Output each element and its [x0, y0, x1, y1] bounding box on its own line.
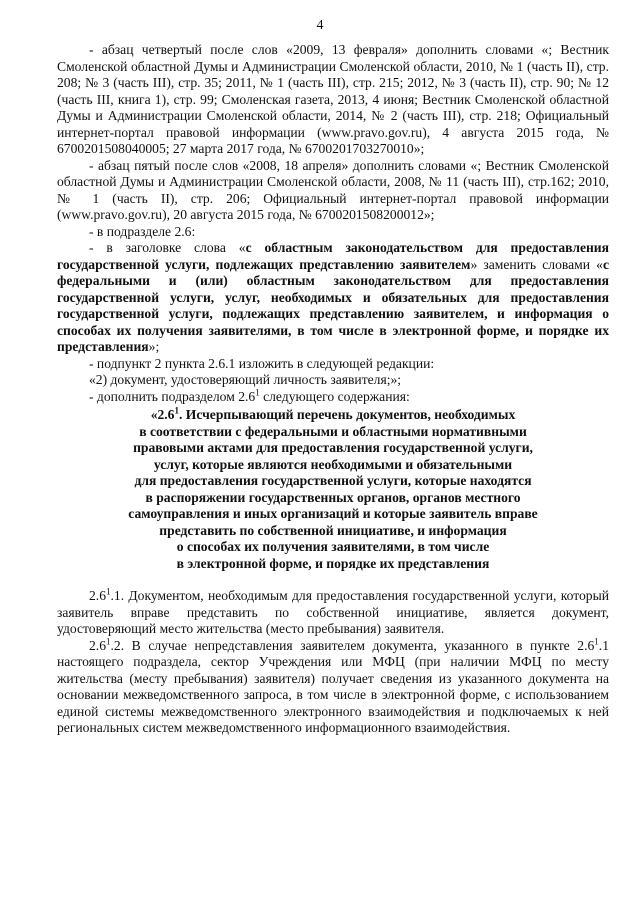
heading-line: самоуправления и иных организаций и которые заявитель вправе: [128, 506, 538, 521]
superscript: 1: [106, 586, 111, 597]
paragraph-subpoint-2: - подпункт 2 пункта 2.6.1 изложить в следующей редакции:: [89, 355, 435, 371]
superscript: 1: [594, 635, 599, 646]
paragraph-subsection-2-6: - в подразделе 2.6:: [89, 223, 196, 239]
heading-line: в соответствии с федеральными и областными нормативными: [139, 423, 527, 439]
paragraph-2-6-1-2: [57, 635, 609, 737]
heading-line: [57, 407, 609, 424]
heading-line: о способах их получения заявителями, в том числе: [176, 539, 490, 554]
superscript: 1: [174, 405, 179, 416]
spacer: [57, 572, 609, 588]
text-run: » заменить словами «: [470, 256, 603, 272]
old-heading-words: с областным законодательством для предоставления государственной услуги, подлежащих представлению заявителем: [57, 240, 609, 272]
text-run: . Исчерпывающий перечень документов, необходимых: [178, 407, 516, 422]
paragraph-amend-5: - абзац пятый после слов «2008, 18 апреля» дополнить словами «; Вестник Смоленской областной Думы и Администрации Смоленской области, 2008, № 11 (часть III), стр.162; 2010, № 1 (часть II), стр. 206; Официальный интернет-портал правовой информации (www.pravo.gov.ru), 20 августа 2015 года, № 6700201508200012»;: [57, 157, 609, 222]
paragraph-amend-4: - абзац четвертый после слов «2009, 13 февраля» дополнить словами «; Вестник Смоленской областной Думы и Администрации Смоленской области, 2010, № 1 (часть II), стр. 208; № 3 (часть III), стр. 35; 2011, № 1 (часть III), стр. 215; 2012, № 3 (часть II), стр. 90; № 12 (часть III, книга 1), стр. 99; Смоленская газета, 2013, 4 июня; Вестник Смоленской областной Думы и Администрации Смоленской области, 2014, № 2 (часть III), стр. 218; Официальный интернет-портал правовой информации (www.pravo.gov.ru), 4 августа 2015 года, № 6700201508040005; 27 марта 2017 года, № 6700201703270010»;: [57, 42, 609, 156]
paragraph-heading-change: [57, 240, 609, 356]
superscript: 1: [255, 386, 260, 397]
heading-line: услуг, которые являются необходимыми и обязательными: [153, 456, 513, 472]
page-number: 4: [316, 18, 324, 33]
heading-line: правовыми актами для предоставления государственной услуги,: [133, 440, 533, 455]
subsection-heading: [57, 407, 609, 572]
text-run: 2.6: [89, 637, 106, 653]
paragraph-2-6-1-1: [57, 588, 609, 638]
text-run: .1 настоящего подраздела, сектор Учреждения или МФЦ (при наличии МФЦ по месту жительства (месту пребывания) заявителя) получает сведения из указанного документа на основании межведомственного запроса, в том числе в электронной форме, с использованием единой системы межведомственного электронного взаимодействия и подключаемых к ней региональных систем межведомственного информационного взаимодействия.: [57, 637, 609, 735]
new-heading-words: с федеральными и (или) областным законодательством для предоставления государственной услуги, услуг, необходимых и обязательных для предоставления государственной услуги, подлежащих представлению заявителем, и информация о способах их получения заявителями, в том числе в электронной форме, и порядке их представления: [57, 256, 609, 354]
text-run: 2.6: [89, 588, 106, 603]
document-body: [57, 42, 609, 737]
heading-line: в распоряжении государственных органов, органов местного: [145, 489, 521, 505]
text-run: - дополнить подразделом 2.6: [89, 388, 256, 404]
paragraph-add-subsection: [57, 386, 609, 406]
heading-line: представить по собственной инициативе, и информация: [159, 522, 507, 538]
text-run: »;: [148, 339, 160, 354]
text-run: .1. Документом, необходимым для предоставления государственной услуги, который заявитель вправе представить по собственной инициативе, является документ, удостоверяющий место жительства (место пребывания) заявителя.: [57, 588, 609, 636]
text-run: «2.6: [150, 407, 175, 422]
text-run: - в заголовке слова «: [89, 240, 246, 255]
heading-line: в электронной форме, и порядке их представления: [176, 555, 490, 571]
text-run: следующего содержания:: [259, 388, 410, 404]
heading-line: для предоставления государственной услуги, которые находятся: [134, 473, 532, 488]
paragraph-quote-identity: «2) документ, удостоверяющий личность заявителя;»;: [89, 372, 402, 387]
superscript: 1: [106, 635, 111, 646]
text-run: .2. В случае непредставления заявителем документа, указанного в пункте 2.6: [110, 637, 595, 653]
